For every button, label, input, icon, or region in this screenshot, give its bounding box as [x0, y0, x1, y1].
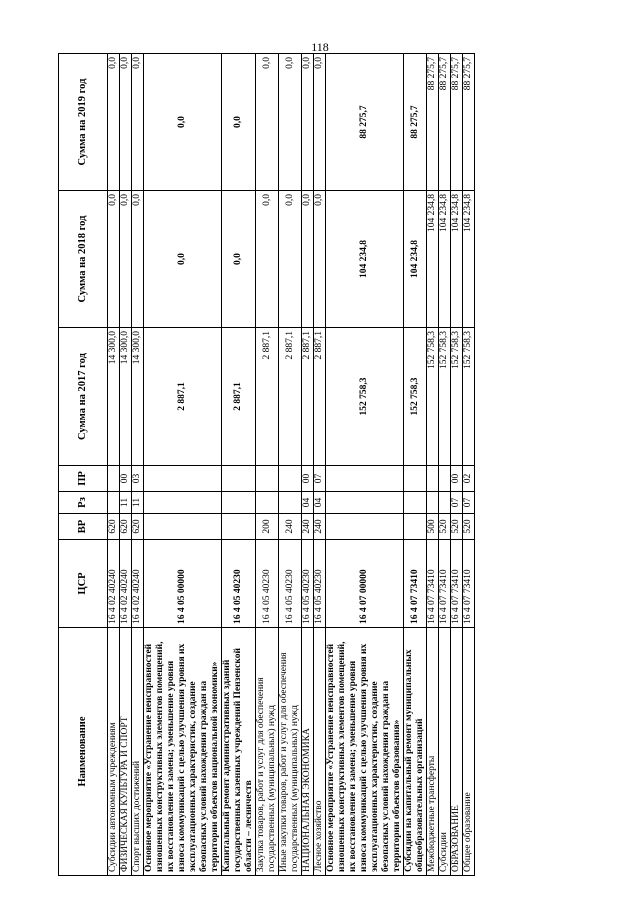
cell-vr: [222, 514, 256, 540]
cell-rz: 11: [132, 492, 144, 514]
table-row: [279, 54, 302, 876]
cell-pr: 02: [463, 466, 475, 492]
cell-vr: 240: [279, 514, 302, 540]
cell-vr: 620: [120, 514, 132, 540]
cell-vr: 520: [439, 514, 451, 540]
cell-rz: 11: [120, 492, 132, 514]
table-row: [451, 54, 463, 876]
table-row: [314, 54, 326, 876]
cell-pr: [279, 466, 302, 492]
table-row: [144, 54, 222, 876]
cell-csr: 16 4 07 73410: [404, 540, 427, 628]
cell-vr: [326, 514, 404, 540]
budget-table: [58, 53, 475, 876]
cell-name: Субсидии: [439, 628, 451, 876]
header-name: Наименование: [59, 628, 108, 876]
cell-vr: 200: [256, 514, 279, 540]
cell-name: Основное мероприятие «Устранение неисправностей изношенных конструктивных элементов помещений, их восстановление и замена; уменьшение уровня износа коммуникаций с целью улучшения уровня их эксплуатационных характеристик, создание безопасных условий нахождения граждан на территории объектов национальной экономики»: [144, 628, 222, 876]
cell-s2017: 2 887,1: [279, 328, 302, 466]
cell-csr: 16 4 02 40240: [120, 540, 132, 628]
cell-vr: 620: [108, 514, 120, 540]
cell-pr: [108, 466, 120, 492]
cell-s2018: 0,0: [132, 191, 144, 328]
cell-s2018: 0,0: [108, 191, 120, 328]
cell-vr: [144, 514, 222, 540]
table-header-row: [59, 54, 108, 876]
cell-name: ОБРАЗОВАНИЕ: [451, 628, 463, 876]
cell-csr: 16 4 05 40230: [314, 540, 326, 628]
cell-pr: 00: [120, 466, 132, 492]
cell-csr: 16 4 05 40230: [256, 540, 279, 628]
cell-s2017: 2 887,1: [256, 328, 279, 466]
cell-pr: 00: [451, 466, 463, 492]
cell-s2017: 2 887,1: [222, 328, 256, 466]
cell-pr: [404, 466, 427, 492]
table-row: [439, 54, 451, 876]
cell-pr: [439, 466, 451, 492]
page-number: 118: [311, 40, 329, 54]
header-sum-2017: Сумма на 2017 год: [59, 328, 108, 466]
cell-csr: 16 4 07 73410: [463, 540, 475, 628]
cell-csr: 16 4 07 73410: [451, 540, 463, 628]
table-row: [256, 54, 279, 876]
cell-s2019: 88 275,7: [463, 54, 475, 191]
cell-s2018: 0,0: [144, 191, 222, 328]
cell-name: Лесное хозяйство: [314, 628, 326, 876]
cell-s2018: 0,0: [222, 191, 256, 328]
header-rz: Рз: [59, 492, 108, 514]
cell-name: Капитальный ремонт административных зданий государственных казенных учреждений Пензенской области – лесничеств: [222, 628, 256, 876]
table-row: [427, 54, 439, 876]
cell-rz: 07: [463, 492, 475, 514]
cell-s2019: 0,0: [120, 54, 132, 191]
cell-s2017: 14 300,0: [132, 328, 144, 466]
cell-s2018: 0,0: [120, 191, 132, 328]
cell-csr: 16 4 02 40240: [108, 540, 120, 628]
cell-s2017: 14 300,0: [120, 328, 132, 466]
cell-s2018: 104 234,8: [439, 191, 451, 328]
cell-s2017: 152 758,3: [427, 328, 439, 466]
cell-s2019: 0,0: [302, 54, 314, 191]
cell-vr: 240: [314, 514, 326, 540]
header-csr: ЦСР: [59, 540, 108, 628]
cell-rz: [439, 492, 451, 514]
cell-rz: [256, 492, 279, 514]
cell-name: Общее образование: [463, 628, 475, 876]
header-sum-2019: Сумма на 2019 год: [59, 54, 108, 191]
cell-vr: [404, 514, 427, 540]
cell-s2019: 88 275,7: [439, 54, 451, 191]
cell-pr: [427, 466, 439, 492]
table-row: [120, 54, 132, 876]
cell-csr: 16 4 05 00000: [144, 540, 222, 628]
cell-s2018: 0,0: [314, 191, 326, 328]
cell-s2017: 152 758,3: [404, 328, 427, 466]
table-body: [108, 54, 475, 876]
cell-s2018: 0,0: [279, 191, 302, 328]
cell-rz: [144, 492, 222, 514]
cell-s2017: 152 758,3: [451, 328, 463, 466]
cell-s2017: 2 887,1: [302, 328, 314, 466]
header-vr: ВР: [59, 514, 108, 540]
cell-csr: 16 4 05 40230: [222, 540, 256, 628]
cell-s2019: 0,0: [222, 54, 256, 191]
cell-vr: 240: [302, 514, 314, 540]
cell-s2017: 2 887,1: [144, 328, 222, 466]
cell-rz: [279, 492, 302, 514]
cell-s2018: 104 234,8: [427, 191, 439, 328]
cell-s2018: 0,0: [302, 191, 314, 328]
cell-pr: 03: [132, 466, 144, 492]
cell-s2017: 14 300,0: [108, 328, 120, 466]
cell-s2019: 88 275,7: [326, 54, 404, 191]
cell-s2019: 0,0: [314, 54, 326, 191]
header-sum-2018: Сумма на 2018 год: [59, 191, 108, 328]
cell-s2017: 152 758,3: [439, 328, 451, 466]
cell-rz: 04: [314, 492, 326, 514]
cell-vr: 520: [451, 514, 463, 540]
cell-s2018: 104 234,8: [404, 191, 427, 328]
cell-csr: 16 4 07 73410: [427, 540, 439, 628]
cell-name: ФИЗИЧЕСКАЯ КУЛЬТУРА И СПОРТ: [120, 628, 132, 876]
cell-s2019: 0,0: [132, 54, 144, 191]
cell-pr: [326, 466, 404, 492]
cell-s2019: 0,0: [108, 54, 120, 191]
cell-name: Спорт высших достижений: [132, 628, 144, 876]
cell-s2017: 152 758,3: [463, 328, 475, 466]
table-row: [222, 54, 256, 876]
cell-name: Субсидии на капитальный ремонт муниципальных общеобразовательных организаций: [404, 628, 427, 876]
table-row: [132, 54, 144, 876]
cell-s2019: 88 275,7: [404, 54, 427, 191]
cell-rz: [326, 492, 404, 514]
cell-s2019: 88 275,7: [451, 54, 463, 191]
cell-s2017: 152 758,3: [326, 328, 404, 466]
cell-s2018: 104 234,8: [463, 191, 475, 328]
cell-name: Иные закупки товаров, работ и услуг для обеспечения государственных (муниципальных) нужд: [279, 628, 302, 876]
table-row: [108, 54, 120, 876]
cell-csr: 16 4 05 40230: [302, 540, 314, 628]
cell-s2018: 104 234,8: [451, 191, 463, 328]
cell-name: Основное мероприятие «Устранение неисправностей изношенных конструктивных элементов помещений, их восстановление и замена; уменьшение уровня износа коммуникаций с целью улучшения уровня их эксплуатационных характеристик, создание безопасных условий нахождения граждан на территории объектов образования»: [326, 628, 404, 876]
cell-vr: 620: [132, 514, 144, 540]
cell-pr: [222, 466, 256, 492]
table-row: [404, 54, 427, 876]
cell-name: НАЦИОНАЛЬНАЯ ЭКОНОМИКА: [302, 628, 314, 876]
cell-vr: 520: [463, 514, 475, 540]
cell-name: Межбюджетные трансферты: [427, 628, 439, 876]
rotated-table-container: [58, 54, 580, 876]
cell-rz: [427, 492, 439, 514]
cell-name: Субсидии автономным учреждениям: [108, 628, 120, 876]
cell-s2019: 0,0: [144, 54, 222, 191]
cell-rz: [404, 492, 427, 514]
cell-rz: [222, 492, 256, 514]
cell-rz: [108, 492, 120, 514]
cell-name: Закупка товаров, работ и услуг для обеспечения государственных (муниципальных) нужд: [256, 628, 279, 876]
cell-s2019: 88 275,7: [427, 54, 439, 191]
cell-s2018: 104 234,8: [326, 191, 404, 328]
cell-csr: 16 4 05 40230: [279, 540, 302, 628]
cell-csr: 16 4 07 73410: [439, 540, 451, 628]
cell-rz: 04: [302, 492, 314, 514]
header-pr: ПР: [59, 466, 108, 492]
cell-s2019: 0,0: [256, 54, 279, 191]
cell-pr: [144, 466, 222, 492]
table-row: [302, 54, 314, 876]
table-row: [463, 54, 475, 876]
cell-s2019: 0,0: [279, 54, 302, 191]
cell-s2017: 2 887,1: [314, 328, 326, 466]
cell-s2018: 0,0: [256, 191, 279, 328]
cell-csr: 16 4 07 00000: [326, 540, 404, 628]
cell-vr: 500: [427, 514, 439, 540]
cell-rz: 07: [451, 492, 463, 514]
cell-pr: [256, 466, 279, 492]
cell-pr: 07: [314, 466, 326, 492]
table-row: [326, 54, 404, 876]
cell-pr: 00: [302, 466, 314, 492]
cell-csr: 16 4 02 40240: [132, 540, 144, 628]
